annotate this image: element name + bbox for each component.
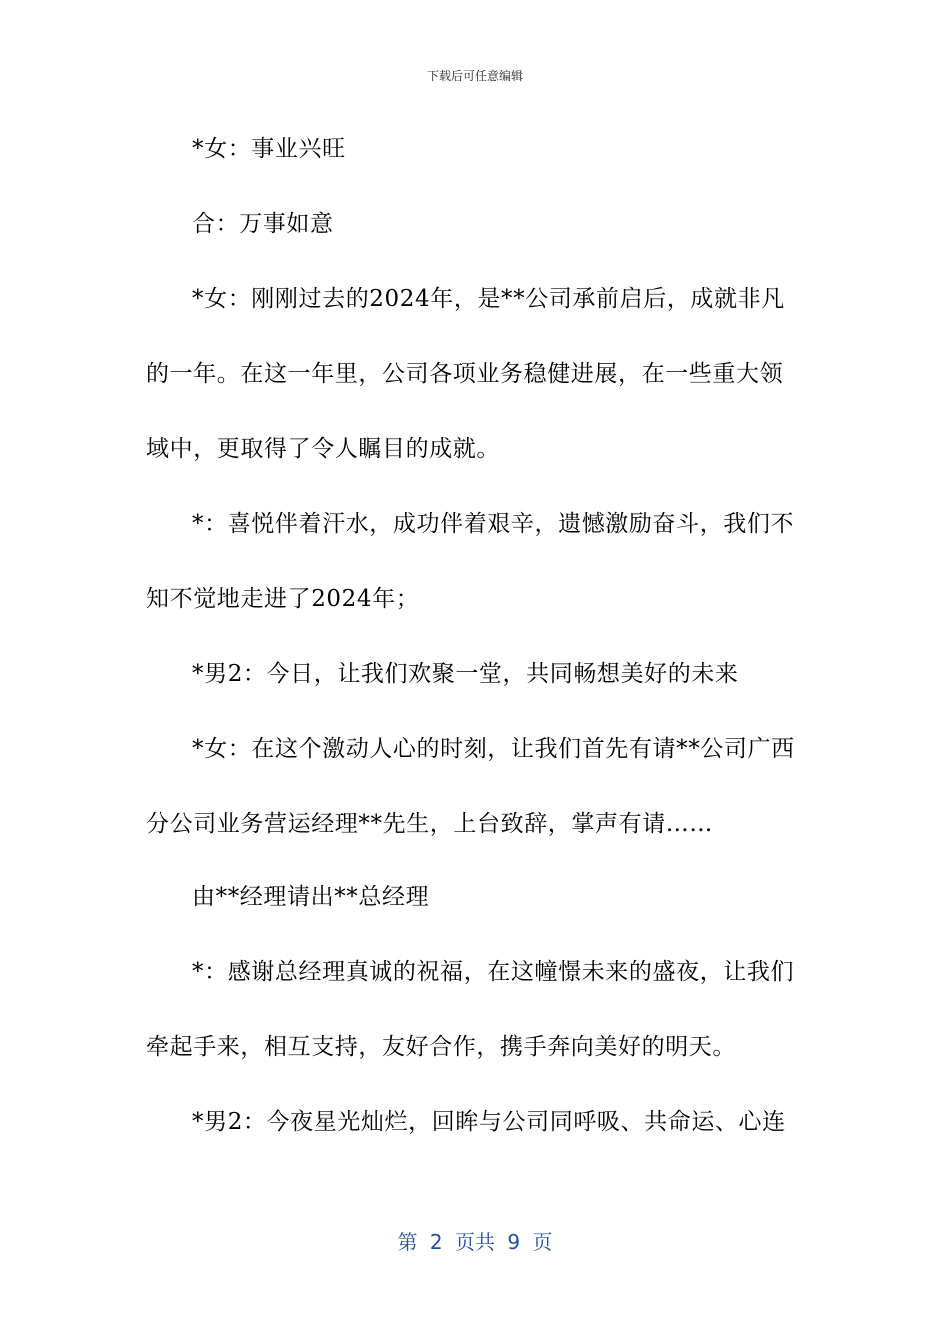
paragraph-line: 牵起手来，相互支持，友好合作，携手奔向美好的明天。 — [146, 1034, 736, 1060]
paragraph-line: *：喜悦伴着汗水，成功伴着艰辛，遗憾激励奋斗，我们不 — [192, 511, 795, 537]
paragraph-line: *：感谢总经理真诚的祝福，在这幢憬未来的盛夜，让我们 — [192, 959, 795, 985]
page-header: 下载后可任意编辑 — [426, 69, 523, 83]
paragraph-line: 的一年。在这一年里，公司各项业务稳健进展，在一些重大领 — [146, 361, 784, 387]
paragraph-line: 分公司业务营运经理**先生，上台致辞，掌声有请…… — [146, 811, 713, 837]
paragraph-line: *女：事业兴旺 — [192, 136, 346, 162]
paragraph-line: 合：万事如意 — [192, 211, 334, 237]
page-number-footer: 第 2 页共 9 页 — [397, 1230, 553, 1254]
paragraph-line: *女：在这个激动人心的时刻，让我们首先有请**公司广西 — [192, 736, 795, 762]
paragraph-line: 由**经理请出**总经理 — [192, 884, 430, 910]
paragraph-line: 域中，更取得了令人瞩目的成就。 — [146, 436, 500, 462]
paragraph-line: *男2：今日，让我们欢聚一堂，共同畅想美好的未来 — [192, 661, 739, 687]
paragraph-line: *男2：今夜星光灿烂，回眸与公司同呼吸、共命运、心连 — [192, 1109, 786, 1135]
paragraph-line: *女：刚刚过去的2024年，是**公司承前启后，成就非凡 — [192, 286, 785, 312]
paragraph-line: 知不觉地走进了2024年； — [146, 586, 420, 612]
